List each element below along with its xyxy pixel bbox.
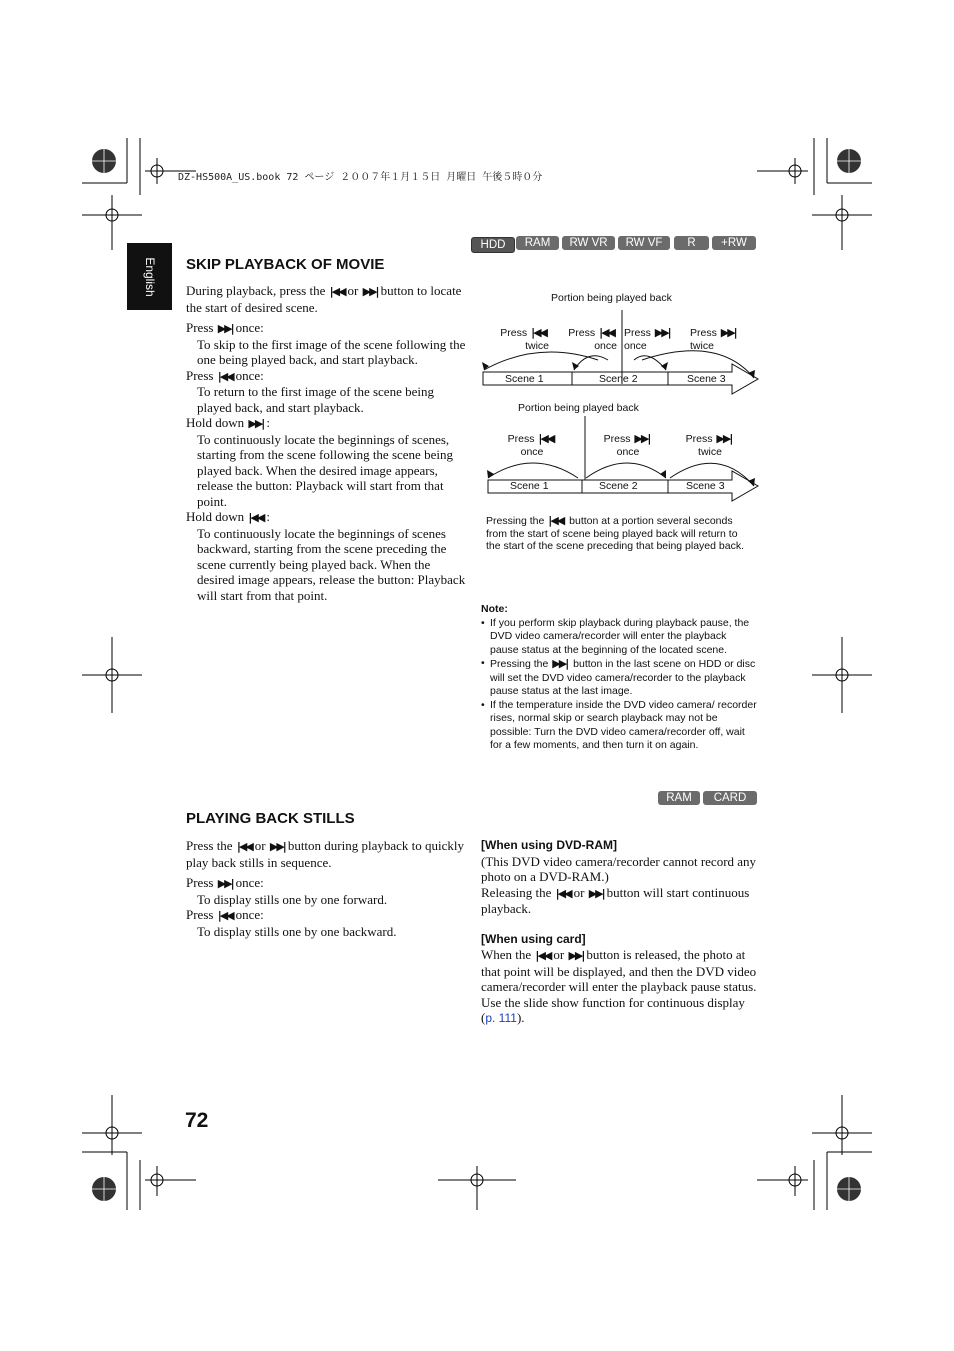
prev-button-icon: |◀◀ [538,432,554,445]
item-press-next: Press ▶▶| once: [186,320,264,335]
stills-press-prev: Press |◀◀ once: [186,907,264,922]
next-button-icon: ▶▶| [362,285,378,298]
stills-text-left [186,838,466,939]
skip-playback-text [186,283,466,603]
ram-subheading: [When using DVD-RAM] [481,838,617,852]
diagram2-scene-1: Scene 1 [510,480,549,492]
item-hold-prev: Hold down |◀◀ : [186,509,270,524]
next-button-icon: ▶▶| [634,432,650,445]
next-button-icon: ▶▶| [716,432,732,445]
media-badge-card: CARD [703,791,757,805]
diagram1-scene-3: Scene 3 [687,373,726,385]
stills-press-next: Press ▶▶| once: [186,875,264,890]
prev-button-icon: |◀◀ [555,886,571,900]
prev-button-icon: |◀◀ [248,511,264,524]
item-press-prev: Press |◀◀ once: [186,367,264,383]
language-tab [127,243,172,310]
media-badge-rwvr: RW VR [562,236,615,250]
item-press-prev-desc: To return to the first image of the scene being played back, and start playback. [197,384,434,415]
stills-intro: Press the |◀◀ or ▶▶| button during playback to quickly play back stills in sequence. [186,838,465,870]
media-badge-r: R [674,236,709,250]
next-button-icon: ▶▶| [248,417,264,430]
next-button-icon: ▶▶| [568,949,584,962]
skip-intro: During playback, press the |◀◀ or ▶▶| button to locate the start of desired scene. [186,283,462,315]
stills-text-right [481,838,757,1027]
item-hold-next-desc: To continuously locate the beginnings of scenes, starting from the scene following the scene being played back. When the desired image appears, release the button: Playback will start from that point. [197,431,453,509]
book-header-line: DZ-HS500A_US.book 72 ページ ２００７年１月１５日 月曜日 午後５時０分 [178,172,543,183]
diagram1-label-prev-twice: Press |◀◀ twice [500,326,549,352]
note-box [481,603,757,753]
diagram1-caption: Portion being played back [551,292,672,304]
note-bullet-1: • If you perform skip playback during playback pause, the DVD video camera/recorder will enter the playback pause status at the beginning of the located scene. [481,616,750,656]
item-press-next-desc: To skip to the first image of the scene following the one being played back, and start playback. [197,336,466,367]
next-button-icon: ▶▶| [552,657,568,670]
media-badge-hdd: HDD [471,237,515,253]
next-button-icon: ▶▶| [269,840,285,853]
diagram1-label-next-twice: Press ▶▶| twice [690,326,736,352]
diagram2-footnote: Pressing the |◀◀ button at a portion several seconds from the start of scene being played back will return to the start of the scene preceding that being played back. [486,514,745,552]
skip-diagram-2 [478,400,763,510]
diagram1-scene-1: Scene 1 [505,373,544,385]
prev-button-icon: |◀◀ [236,840,252,853]
diagram2-label-next-twice: Press ▶▶| twice [685,432,732,458]
next-button-icon: ▶▶| [654,326,670,339]
card-subheading: [When using card] [481,931,586,946]
next-button-icon: ▶▶| [720,326,736,339]
page-reference-link[interactable]: p. 111 [485,1011,517,1025]
diagram2-scene-2: Scene 2 [599,480,638,492]
prev-button-icon: |◀◀ [217,369,233,383]
prev-button-icon: |◀◀ [535,949,551,962]
ram-paragraph-1: (This DVD video camera/recorder cannot record any photo on a DVD-RAM.) [481,853,757,884]
media-badge-rwvf: RW VF [618,236,670,250]
note-title: Note: [481,603,508,615]
prev-button-icon: |◀◀ [599,326,614,339]
media-badge-ram: RAM [516,236,559,250]
prev-button-icon: |◀◀ [329,285,345,298]
card-paragraph-1: When the |◀◀ or ▶▶| button is released, the photo at that point will be displayed, and then the DVD video camera/recorder will enter the playback pause status. [481,947,757,994]
card-paragraph-2: Use the slide show function for continuous display (p. 111). [481,994,745,1025]
language-tab-label: English [142,256,157,297]
diagram2-scene-3: Scene 3 [686,480,725,492]
diagram2-label-next-once: Press ▶▶| once [603,432,650,458]
prev-button-icon: |◀◀ [531,326,546,339]
media-badge-ram: RAM [658,791,700,805]
next-button-icon: ▶▶| [588,886,604,900]
diagram2-graphic [478,400,763,510]
section-title-skip-playback: SKIP PLAYBACK OF MOVIE [186,256,385,273]
next-button-icon: ▶▶| [217,322,233,335]
prev-button-icon: |◀◀ [548,514,564,527]
item-hold-prev-desc: To continuously locate the beginnings of scenes backward, starting from the scene preceding the scene currently being played back. When the desired image appears, release the button: Playback will start from that point. [197,525,466,603]
prev-button-icon: |◀◀ [217,909,233,922]
stills-forward-desc: To display stills one by one forward. [197,891,388,907]
next-button-icon: ▶▶| [217,877,233,890]
stills-backward-desc: To display stills one by one backward. [197,923,397,939]
diagram1-label-next-once: Press ▶▶| once [624,326,670,352]
diagram2-label-prev-once: Press |◀◀ once [507,432,554,458]
note-bullet-2: • Pressing the ▶▶| button in the last scene on HDD or disc will set the DVD video camera/recorder to the playback pause status at the last image. [481,657,756,697]
item-hold-next: Hold down ▶▶| : [186,415,270,430]
ram-paragraph-2: Releasing the |◀◀ or ▶▶| button will start continuous playback. [481,884,750,916]
section-title-playing-back-stills: PLAYING BACK STILLS [186,810,355,827]
page-number: 72 [185,1109,209,1132]
note-bullet-3: • If the temperature inside the DVD video camera/ recorder rises, normal skip or search playback may not be possible: Turn the DVD video camera/recorder off, wait for a few moments, and then turn it on again. [481,698,757,751]
diagram1-scene-2: Scene 2 [599,373,638,385]
skip-diagram-1 [478,290,763,400]
diagram1-label-prev-once: Press |◀◀ once [568,326,617,352]
diagram2-caption: Portion being played back [518,402,639,414]
media-badge-plusrw: +RW [712,236,756,250]
